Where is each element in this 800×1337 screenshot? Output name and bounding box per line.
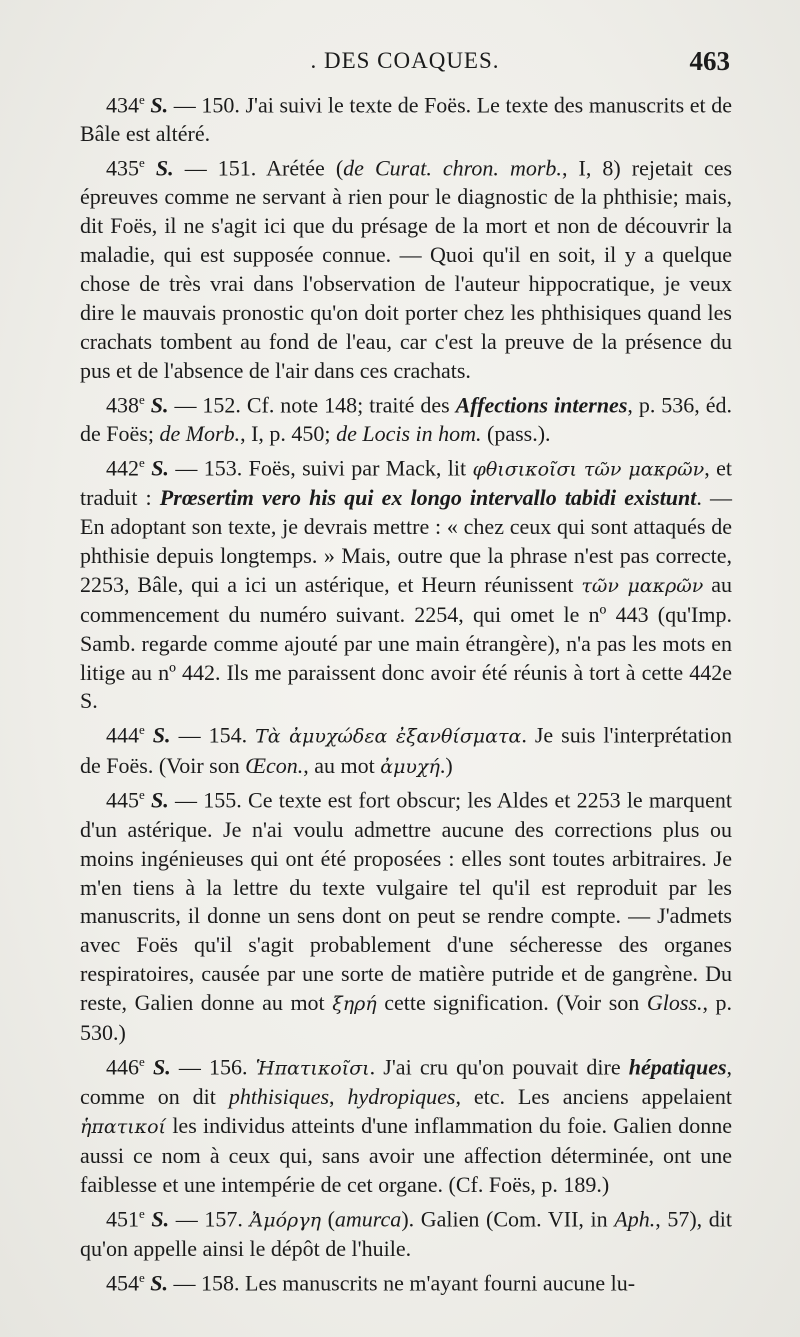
note-number: 445 — [106, 787, 139, 813]
note-text: Foës, suivi par Mack, lit — [242, 455, 473, 481]
section-mark: S. — [150, 1270, 169, 1296]
note-text: , p. 530.) — [80, 990, 733, 1046]
note-reference: — 151. — [184, 155, 257, 181]
note-text — [248, 1054, 256, 1079]
note-text: , I, 8) rejetait ces épreuves comme ne servant à rien pour le diagnostic de la phthisie; mais, dit Foës, il ne s'agit ici que du présage de la mort et non de découvrir la maladie, qui est supposée connue. — Quoi qu'il en soit, il y a quelque chose de très vrai dans l'observation de l'auteur hippocratique, je veux dire le mauvais pronostic qu'on doit porter chez les phthisiques quand les crachats tombent au fond de l'eau, car c'est la preuve de la présence du pus et de l'absence de l'air dans ces crachats. — [80, 155, 733, 383]
section-mark: S. — [151, 1206, 170, 1232]
page-number: 463 — [689, 46, 730, 76]
note-number-suffix: e — [139, 155, 145, 171]
note-number-suffix: e — [139, 722, 145, 738]
note-number-suffix: e — [139, 391, 145, 407]
note-number-suffix: e — [139, 1269, 145, 1285]
note-number-suffix: e — [139, 454, 145, 470]
page-header — [80, 44, 730, 84]
note-text: Ce texte est fort obscur; les Aldes et 2253 le marquent d'un astérique. Je n'ai voulu admettre aucune des corrections plus ou moins ingénieuses qui ont été proposées : elles sont toutes arbitraires. Je m'en tiens à la lettre du texte vulgaire tel qu'il est reproduit par les manuscrits, il donne un sens dont on peut se rendre compte. — J'admets avec Foës qu'il s'agit probablement d'une sécheresse des organes respiratoires, causée par une sorte de matière putride et de gangrène. Du reste, Galien donne au mot — [80, 787, 733, 1016]
note-number: 435 — [106, 155, 139, 181]
note-text: de Curat. chron. morb. — [343, 155, 562, 181]
note-text: , 57), dit qu'on appelle ainsi le dépôt de l'huile. — [80, 1206, 733, 1262]
note-number: 451 — [106, 1206, 139, 1232]
note-number: 446 — [106, 1054, 139, 1080]
note-text — [247, 723, 255, 748]
note-435 — [80, 149, 732, 386]
note-number: 444 — [106, 722, 139, 748]
note-text: . J'ai cru qu'on pouvait dire — [369, 1054, 629, 1080]
note-number-suffix: e — [139, 1053, 145, 1069]
note-442 — [80, 449, 732, 716]
note-text: ( — [320, 1206, 335, 1232]
note-reference: — 152. — [174, 392, 241, 418]
note-text: de Morb. — [159, 420, 241, 446]
note-446 — [80, 1048, 732, 1200]
greek-text: τῶν μακρῶν — [581, 574, 704, 597]
section-mark: S. — [152, 722, 171, 748]
note-reference: — 156. — [178, 1054, 248, 1080]
note-number: 438 — [106, 392, 139, 418]
section-mark: S. — [150, 92, 169, 118]
greek-text: φθισικοῖσι τῶν μακρῶν — [472, 458, 705, 481]
greek-text: ἡπατικοί — [80, 1116, 167, 1139]
note-number-suffix: e — [139, 787, 145, 803]
running-title: . DES COAQUES. — [310, 48, 500, 73]
note-text: Les manuscrits ne m'ayant fourni aucune lu- — [239, 1270, 636, 1296]
note-number-suffix: e — [139, 1205, 145, 1221]
section-mark: S. — [150, 392, 169, 418]
note-text: , etc. Les anciens appelaient — [455, 1084, 732, 1110]
note-text: , I, p. 450; — [240, 420, 337, 446]
note-text: amurca — [334, 1206, 402, 1232]
note-text: , et traduit : — [80, 455, 732, 511]
note-438 — [80, 386, 732, 449]
note-text: , comme on dit — [80, 1054, 733, 1110]
note-text: Gloss. — [646, 990, 703, 1016]
note-reference: — 157. — [175, 1206, 243, 1232]
note-444 — [80, 716, 732, 781]
section-mark: S. — [155, 155, 174, 181]
note-text: , au mot — [303, 752, 381, 778]
note-text: (pass.). — [481, 420, 551, 446]
note-text: J'ai suivi le texte de Foës. Le texte des manuscrits et de Bâle est altéré. — [80, 92, 733, 147]
note-text: au commencement du numéro suivant. 2254, qui omet le nº 443 (qu'Imp. Samb. regarde comme ajouté par une main étrangère), n'a pas les mots en litige au nº 442. Ils me paraissent donc avoir été réunis à tort à cette 442e S. — [80, 571, 732, 714]
note-text: Cf. note 148; traité des — [240, 392, 456, 418]
section-mark: S. — [151, 787, 169, 813]
note-434 — [80, 86, 732, 149]
note-text: ). Galien (Com. VII, in — [401, 1206, 615, 1232]
note-445 — [80, 781, 732, 1047]
greek-text: Τὰ ἀμυχώδεα ἐξανθίσματα — [255, 725, 522, 748]
note-text: hépatiques — [628, 1054, 727, 1080]
note-454 — [80, 1264, 732, 1298]
note-text: hydropiques — [347, 1084, 456, 1110]
note-text: les individus atteints d'une inflammation du foie. Galien donne aussi ce nom à ceux qui, sans avoir une affection déterminée, ont une faiblesse et une intempérie de cet organe. (Cf. Foës, p. 189.) — [80, 1113, 732, 1197]
note-reference: — 154. — [178, 722, 248, 748]
greek-text: ἀμυχή — [380, 755, 440, 778]
note-text: , p. 536, éd. de Foës; — [80, 392, 733, 446]
note-text: Arétée ( — [256, 155, 344, 181]
note-reference: — 150. — [173, 92, 240, 118]
note-text: cette signification. (Voir son — [376, 990, 647, 1016]
note-text: Œcon. — [245, 752, 304, 778]
notes-body — [80, 86, 732, 1298]
note-text: . Je suis l'interprétation de Foës. (Voir son — [80, 722, 733, 778]
note-451 — [80, 1200, 732, 1264]
greek-text: Ἀμόργη — [249, 1209, 321, 1232]
note-text: phthisiques — [228, 1084, 330, 1110]
note-number: 434 — [106, 92, 139, 118]
note-number-suffix: e — [139, 92, 145, 107]
note-reference: — 155. — [175, 787, 242, 813]
note-text: Aph. — [614, 1206, 656, 1232]
section-mark: S. — [151, 455, 169, 481]
note-text: Affections internes — [455, 392, 628, 418]
note-text: Prœsertim vero his qui ex longo intervallo tabidi existunt — [159, 485, 697, 511]
note-number: 442 — [106, 455, 139, 481]
note-text: .) — [439, 752, 453, 778]
section-mark: S. — [152, 1054, 171, 1080]
note-text: de Locis in hom. — [336, 420, 482, 446]
note-number: 454 — [106, 1270, 139, 1296]
greek-text: Ἡπατικοῖσι — [255, 1057, 370, 1080]
note-reference: — 153. — [175, 455, 243, 481]
note-text: , — [329, 1084, 348, 1110]
greek-text: ξηρή — [332, 993, 377, 1016]
note-reference: — 158. — [173, 1270, 240, 1296]
note-text: . — En adoptant son texte, je devrais mettre : « chez ceux qui sont attaqués de phthisie depuis longtemps. » Mais, outre que la phrase n'est pas correcte, 2253, Bâle, qui a ici un astérique, et Heurn réunissent — [80, 485, 732, 597]
note-text — [243, 1206, 250, 1231]
